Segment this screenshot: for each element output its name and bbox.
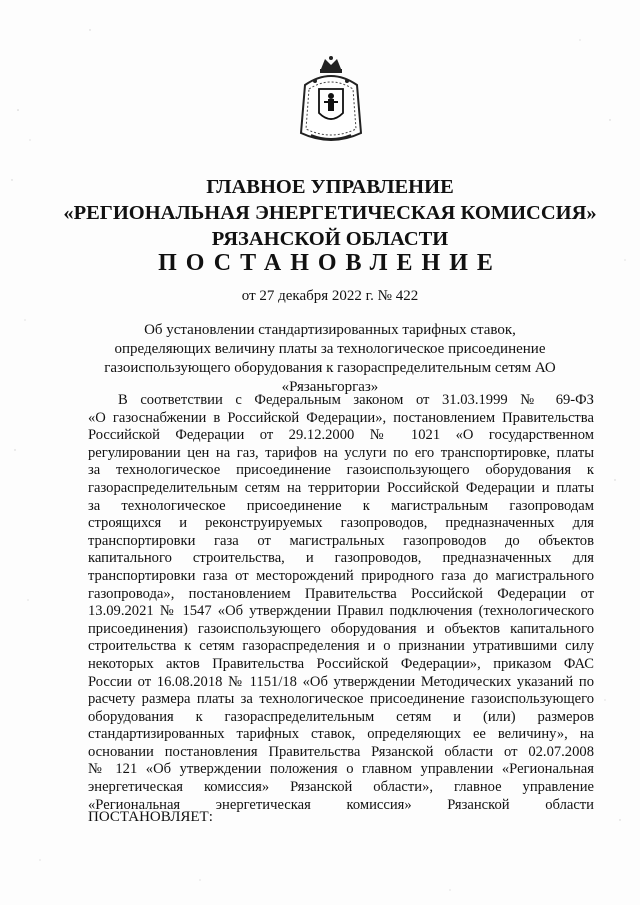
body-line: «О газоснабжении в Российской Федерации», постановлением Правительства xyxy=(88,409,594,426)
body-line: «Региональная энергетическая комиссия» Рязанской области xyxy=(88,796,594,813)
body-line: строящихся и реконструируемых газопроводов, предназначенных для xyxy=(88,515,594,532)
body-line: присоединения) газоиспользующего оборудования и объектов капитального xyxy=(88,620,594,637)
body-line: энергетическая комиссия» Рязанской области», главное управление xyxy=(88,779,594,796)
document-subject: Об установлении стандартизированных тарифных ставок, определяющих величину платы за технологическое присоединение газоиспользующего оборудования к газораспределительным сетям АО «Рязаньгоргаз» xyxy=(104,322,556,395)
body-line: регулировании цен на газ, тарифов на услуги по его транспортировке, платы xyxy=(88,444,594,461)
body-line: 13.09.2021 № 1547 «Об утверждении Правил подключения (технологического xyxy=(88,603,594,620)
body-line: России от 16.08.2018 № 1151/18 «Об утверждении Методических указаний по xyxy=(88,673,594,690)
body-line: стандартизированных тарифных ставок, определяющих ее величину», на xyxy=(88,726,594,743)
body-line: транспортировки газа от месторождений природного газа до магистрального xyxy=(88,567,594,584)
body-line: газораспределительным сетям на территории Российской Федерации и платы xyxy=(88,479,594,496)
document-type: ПОСТАНОВЛЕНИЕ xyxy=(158,250,502,276)
organization-title-line-3: РЯЗАНСКОЙ ОБЛАСТИ xyxy=(211,228,449,250)
body-line: расчету размера платы за технологическое присоединение газоиспользующего xyxy=(88,691,594,708)
body-line: строительства к сетям газораспределения и о признании утратившими силу xyxy=(88,638,594,655)
organization-title-line-2: «РЕГИОНАЛЬНАЯ ЭНЕРГЕТИЧЕСКАЯ КОМИССИЯ» xyxy=(63,202,597,224)
body-line: газопровода», постановлением Правительства Российской Федерации от xyxy=(88,585,594,602)
organization-title-line-1: ГЛАВНОЕ УПРАВЛЕНИЕ xyxy=(206,176,454,198)
coat-of-arms-icon xyxy=(295,55,367,147)
body-line: капитального строительства, и газопроводов, предназначенных для xyxy=(88,550,594,567)
body-line: Российской Федерации от 29.12.2000 № 1021 «О государственном xyxy=(88,427,594,444)
body-line: основании постановления Правительства Рязанской области от 02.07.2008 xyxy=(88,743,594,760)
body-line: за технологическое присоединение к магистральным газопроводам xyxy=(88,497,594,514)
body-line: № 121 «Об утверждении положения о главном управлении «Региональная xyxy=(88,761,594,778)
document-body xyxy=(88,392,594,814)
body-line: некоторых актов Правительства Российской Федерации», приказом ФАС xyxy=(88,655,594,672)
body-line: оборудования к газораспределительным сетям и (или) размеров xyxy=(88,708,594,725)
body-line: за технологическое присоединение газоиспользующего оборудования к xyxy=(88,462,594,479)
document-date-number: от 27 декабря 2022 г. № 422 xyxy=(241,288,419,304)
decision-word: ПОСТАНОВЛЯЕТ: xyxy=(88,809,213,825)
body-line: В соответствии с Федеральным законом от 31.03.1999 № 69-ФЗ xyxy=(118,392,594,408)
body-line: транспортировки газа от магистральных газопроводов до объектов xyxy=(88,532,594,549)
